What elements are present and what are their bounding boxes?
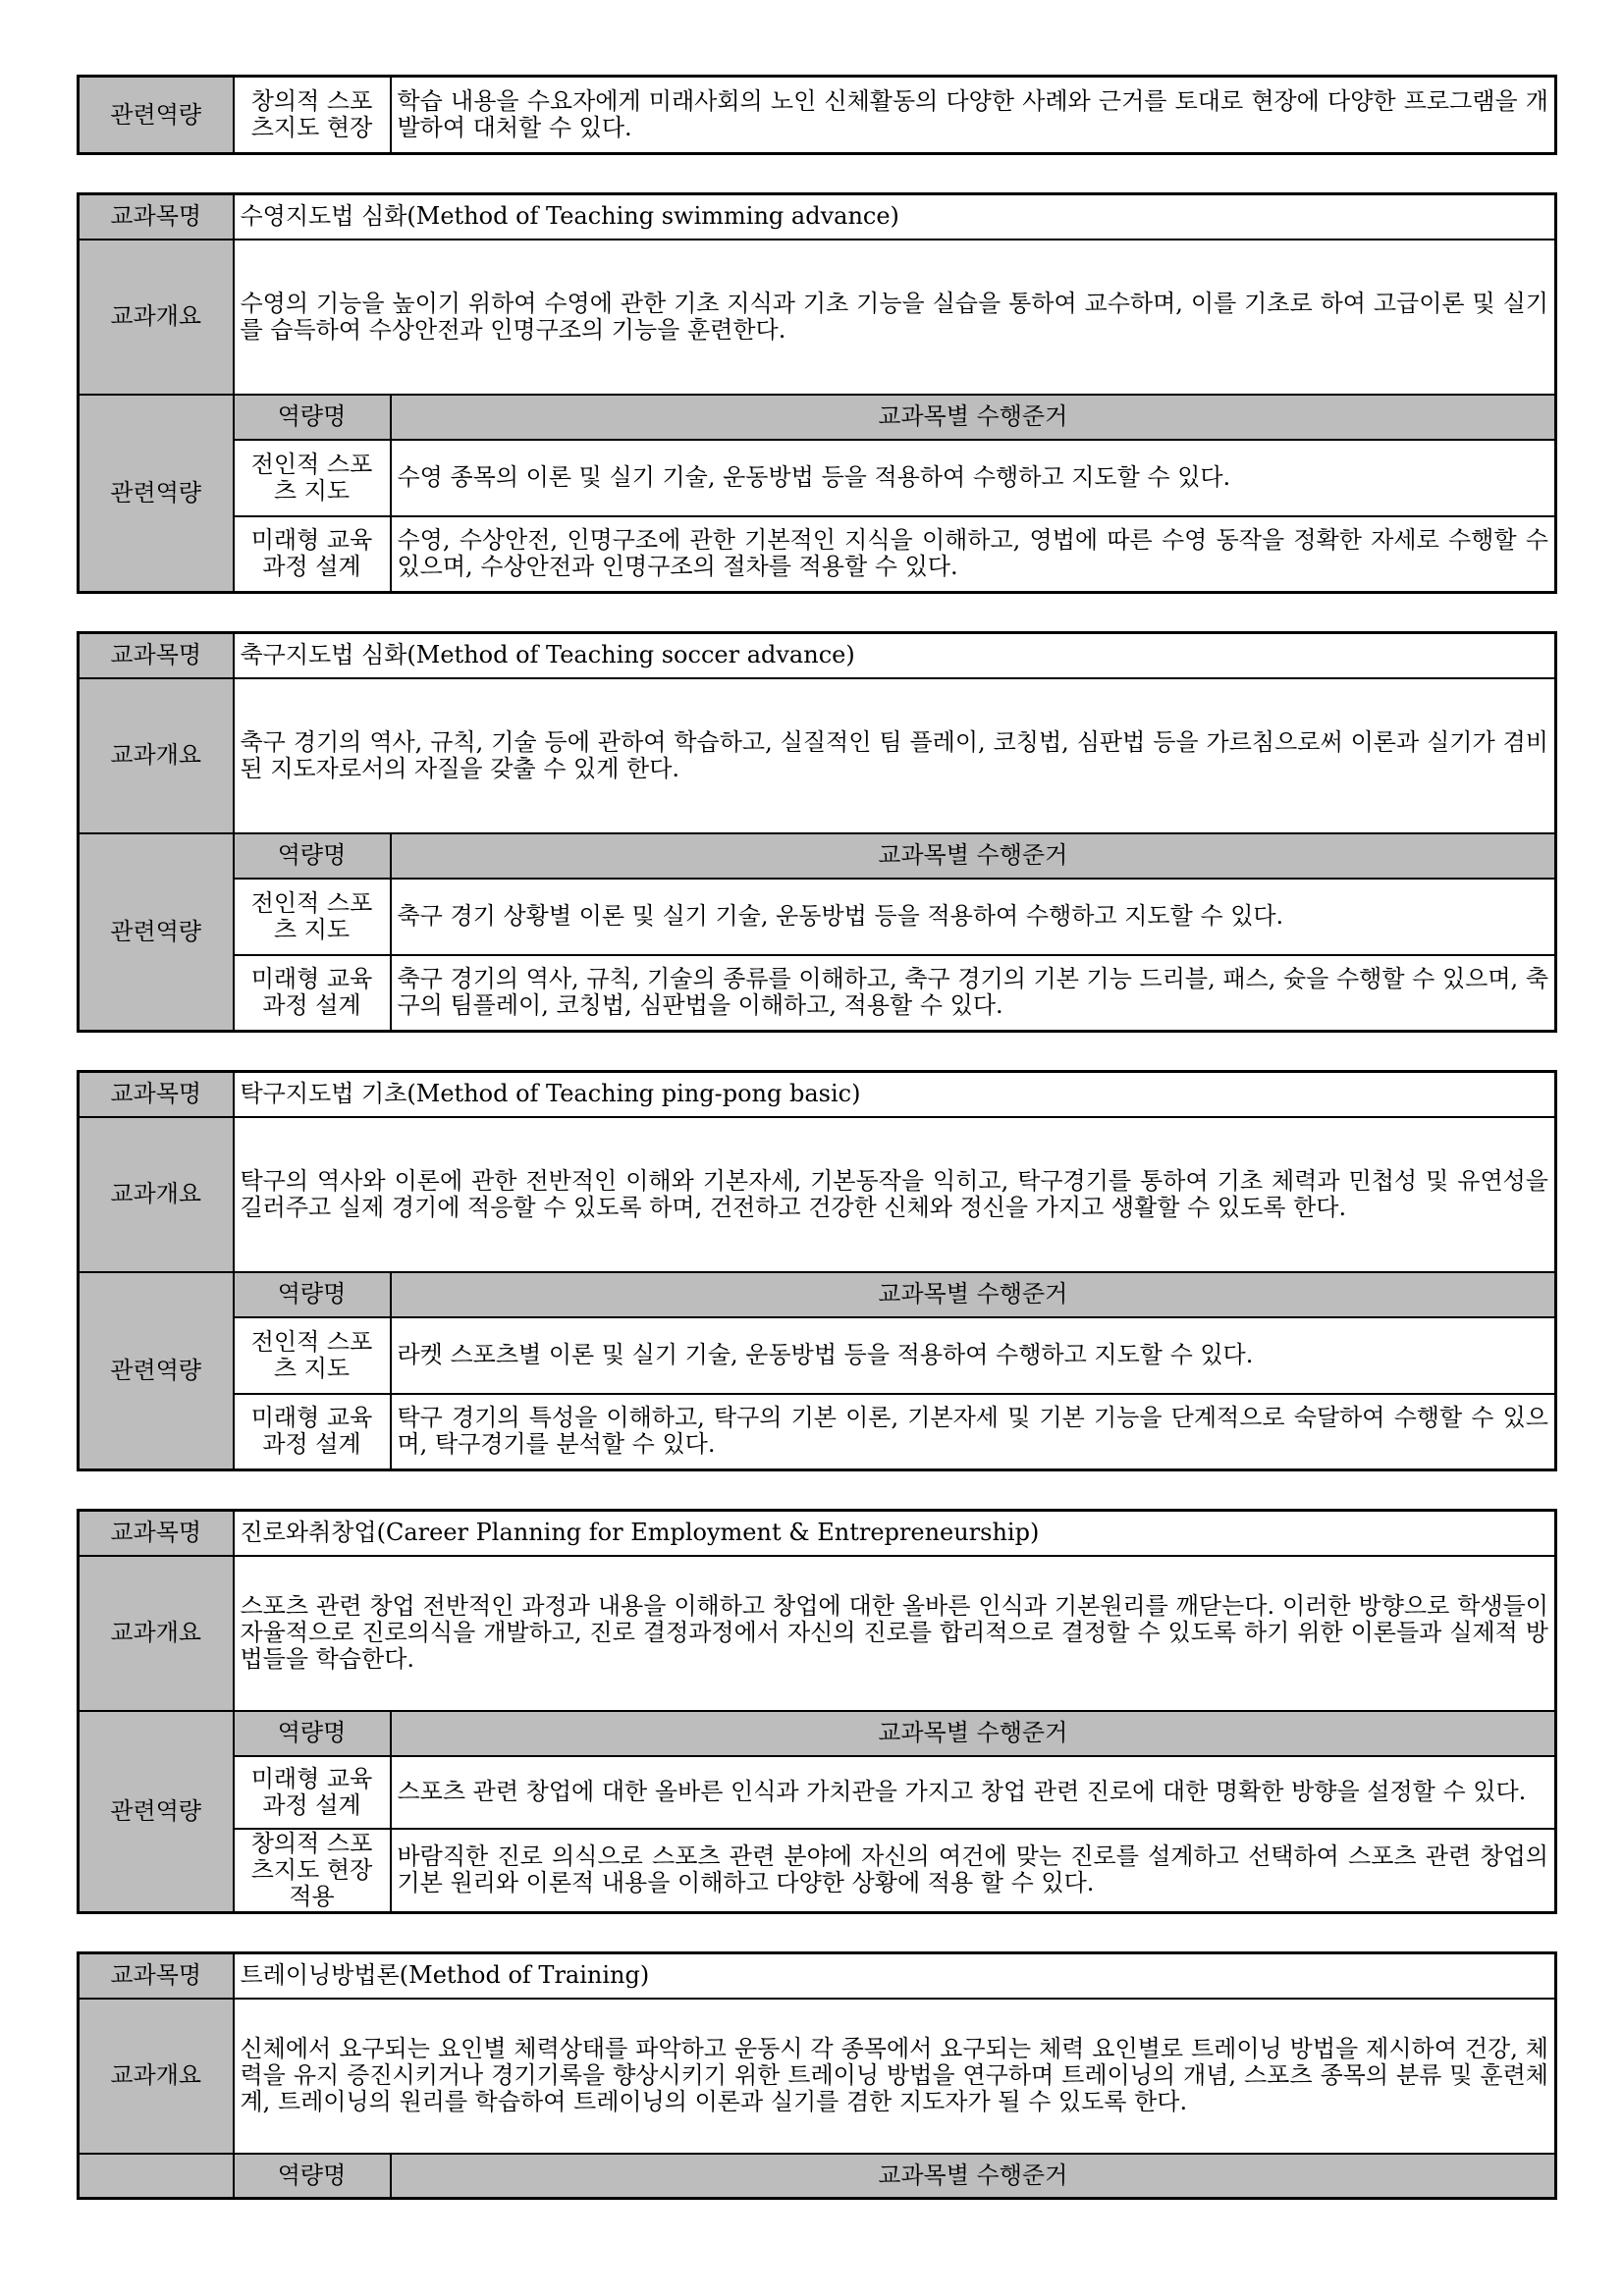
overview-label: 교과개요 [79,678,234,833]
competency-name: 미래형 교육과정 설계 [234,516,391,593]
course-overview: 탁구의 역사와 이론에 관한 전반적인 이해와 기본자세, 기본동작을 익히고, 탁구경기를 통하여 기초 체력과 민첩성 및 유연성을 길러주고 실제 경기에 적응할 수 있도록 하며, 건전하고 건강한 신체와 정신을 가지고 생활할 수 있도록 한다. [234,1117,1556,1272]
course-overview: 스포츠 관련 창업 전반적인 과정과 내용을 이해하고 창업에 대한 올바른 인식과 기본원리를 깨닫는다. 이러한 방향으로 학생들이 자율적으로 진로의식을 개발하고, 진로 결정과정에서 자신의 진로를 합리적으로 결정할 수 있도록 하기 위한 이론들과 실제적 방법들을 학습한다. [234,1556,1556,1711]
competency-criterion: 수영, 수상안전, 인명구조에 관한 기본적인 지식을 이해하고, 영법에 따른 수영 동작을 정확한 자세로 수행할 수 있으며, 수상안전과 인명구조의 절차를 적용할 수 있다. [391,516,1556,593]
competency-criterion: 라켓 스포츠별 이론 및 실기 기술, 운동방법 등을 적용하여 수행하고 지도할 수 있다. [391,1317,1556,1394]
competency-criterion: 바람직한 진로 의식으로 스포츠 관련 분야에 자신의 여건에 맞는 진로를 설계하고 선택하여 스포츠 관련 창업의 기본 원리와 이론적 내용을 이해하고 다양한 상황에 적용 할 수 있다. [391,1829,1556,1913]
competency-name-header: 역량명 [234,1272,391,1317]
course-table-soccer [77,631,1557,1033]
course-name-label: 교과목명 [79,194,234,240]
related-competency-label-cell [79,2154,234,2199]
competency-criterion: 수영 종목의 이론 및 실기 기술, 운동방법 등을 적용하여 수행하고 지도할 수 있다. [391,440,1556,516]
related-competency-label: 관련역량 [79,1711,234,1913]
criteria-header: 교과목별 수행준거 [391,1272,1556,1317]
competency-name: 창의적 스포츠지도 현장 [234,77,391,154]
overview-label: 교과개요 [79,240,234,395]
criteria-header: 교과목별 수행준거 [391,2154,1556,2199]
competency-name: 전인적 스포츠 지도 [234,440,391,516]
course-table-training [77,1951,1557,2200]
competency-criterion: 탁구 경기의 특성을 이해하고, 탁구의 기본 이론, 기본자세 및 기본 기능을 단계적으로 숙달하여 수행할 수 있으며, 탁구경기를 분석할 수 있다. [391,1394,1556,1470]
course-overview: 축구 경기의 역사, 규칙, 기술 등에 관하여 학습하고, 실질적인 팀 플레이, 코칭법, 심판법 등을 가르침으로써 이론과 실기가 겸비된 지도자로서의 자질을 갖출 수 있게 한다. [234,678,1556,833]
course-overview: 신체에서 요구되는 요인별 체력상태를 파악하고 운동시 각 종목에서 요구되는 체력 요인별로 트레이닝 방법을 제시하여 건강, 체력을 유지 증진시키거나 경기기록을 향상시키기 위한 트레이닝 방법을 연구하며 트레이닝의 개념, 스포츠 종목의 분류 및 훈련체계, 트레이닝의 원리를 학습하여 트레이닝의 이론과 실기를 겸한 지도자가 될 수 있도록 한다. [234,1999,1556,2154]
course-name-label: 교과목명 [79,1511,234,1556]
course-title: 수영지도법 심화(Method of Teaching swimming advance) [234,194,1556,240]
competency-name: 전인적 스포츠 지도 [234,879,391,955]
course-overview: 수영의 기능을 높이기 위하여 수영에 관한 기초 지식과 기초 기능을 실습을 통하여 교수하며, 이를 기초로 하여 고급이론 및 실기를 습득하여 수상안전과 인명구조의 기능을 훈련한다. [234,240,1556,395]
related-competency-label: 관련역량 [79,77,234,154]
course-name-label: 교과목명 [79,1953,234,1999]
competency-criterion: 축구 경기 상황별 이론 및 실기 기술, 운동방법 등을 적용하여 수행하고 지도할 수 있다. [391,879,1556,955]
course-table-career [77,1509,1557,1914]
competency-name: 미래형 교육과정 설계 [234,1394,391,1470]
criteria-header: 교과목별 수행준거 [391,395,1556,440]
course-title: 축구지도법 심화(Method of Teaching soccer advance) [234,633,1556,678]
overview-label: 교과개요 [79,1999,234,2154]
course-table-ping-pong [77,1070,1557,1471]
competency-criterion: 학습 내용을 수요자에게 미래사회의 노인 신체활동의 다양한 사례와 근거를 토대로 현장에 다양한 프로그램을 개발하여 대처할 수 있다. [391,77,1556,154]
course-title: 탁구지도법 기초(Method of Teaching ping-pong basic) [234,1072,1556,1117]
course-name-label: 교과목명 [79,1072,234,1117]
criteria-header: 교과목별 수행준거 [391,1711,1556,1756]
course-table-swimming [77,192,1557,594]
related-competency-label: 관련역량 [79,1272,234,1470]
competency-name: 미래형 교육과정 설계 [234,955,391,1032]
overview-label: 교과개요 [79,1556,234,1711]
competency-criterion: 스포츠 관련 창업에 대한 올바른 인식과 가치관을 가지고 창업 관련 진로에 대한 명확한 방향을 설정할 수 있다. [391,1756,1556,1829]
course-table-fragment [77,75,1557,155]
competency-name-header: 역량명 [234,833,391,879]
competency-name: 전인적 스포츠 지도 [234,1317,391,1394]
criteria-header: 교과목별 수행준거 [391,833,1556,879]
course-catalog-page [77,75,1557,2200]
competency-name-header: 역량명 [234,2154,391,2199]
competency-criterion: 축구 경기의 역사, 규칙, 기술의 종류를 이해하고, 축구 경기의 기본 기능 드리블, 패스, 슛을 수행할 수 있으며, 축구의 팀플레이, 코칭법, 심판법을 이해하고, 적용할 수 있다. [391,955,1556,1032]
course-name-label: 교과목명 [79,633,234,678]
competency-name-header: 역량명 [234,1711,391,1756]
course-title: 트레이닝방법론(Method of Training) [234,1953,1556,1999]
competency-name: 미래형 교육과정 설계 [234,1756,391,1829]
related-competency-label: 관련역량 [79,395,234,593]
competency-name: 창의적 스포츠지도 현장 적용 [234,1829,391,1913]
related-competency-label: 관련역량 [79,833,234,1032]
course-title: 진로와취창업(Career Planning for Employment & Entrepreneurship) [234,1511,1556,1556]
competency-name-header: 역량명 [234,395,391,440]
overview-label: 교과개요 [79,1117,234,1272]
